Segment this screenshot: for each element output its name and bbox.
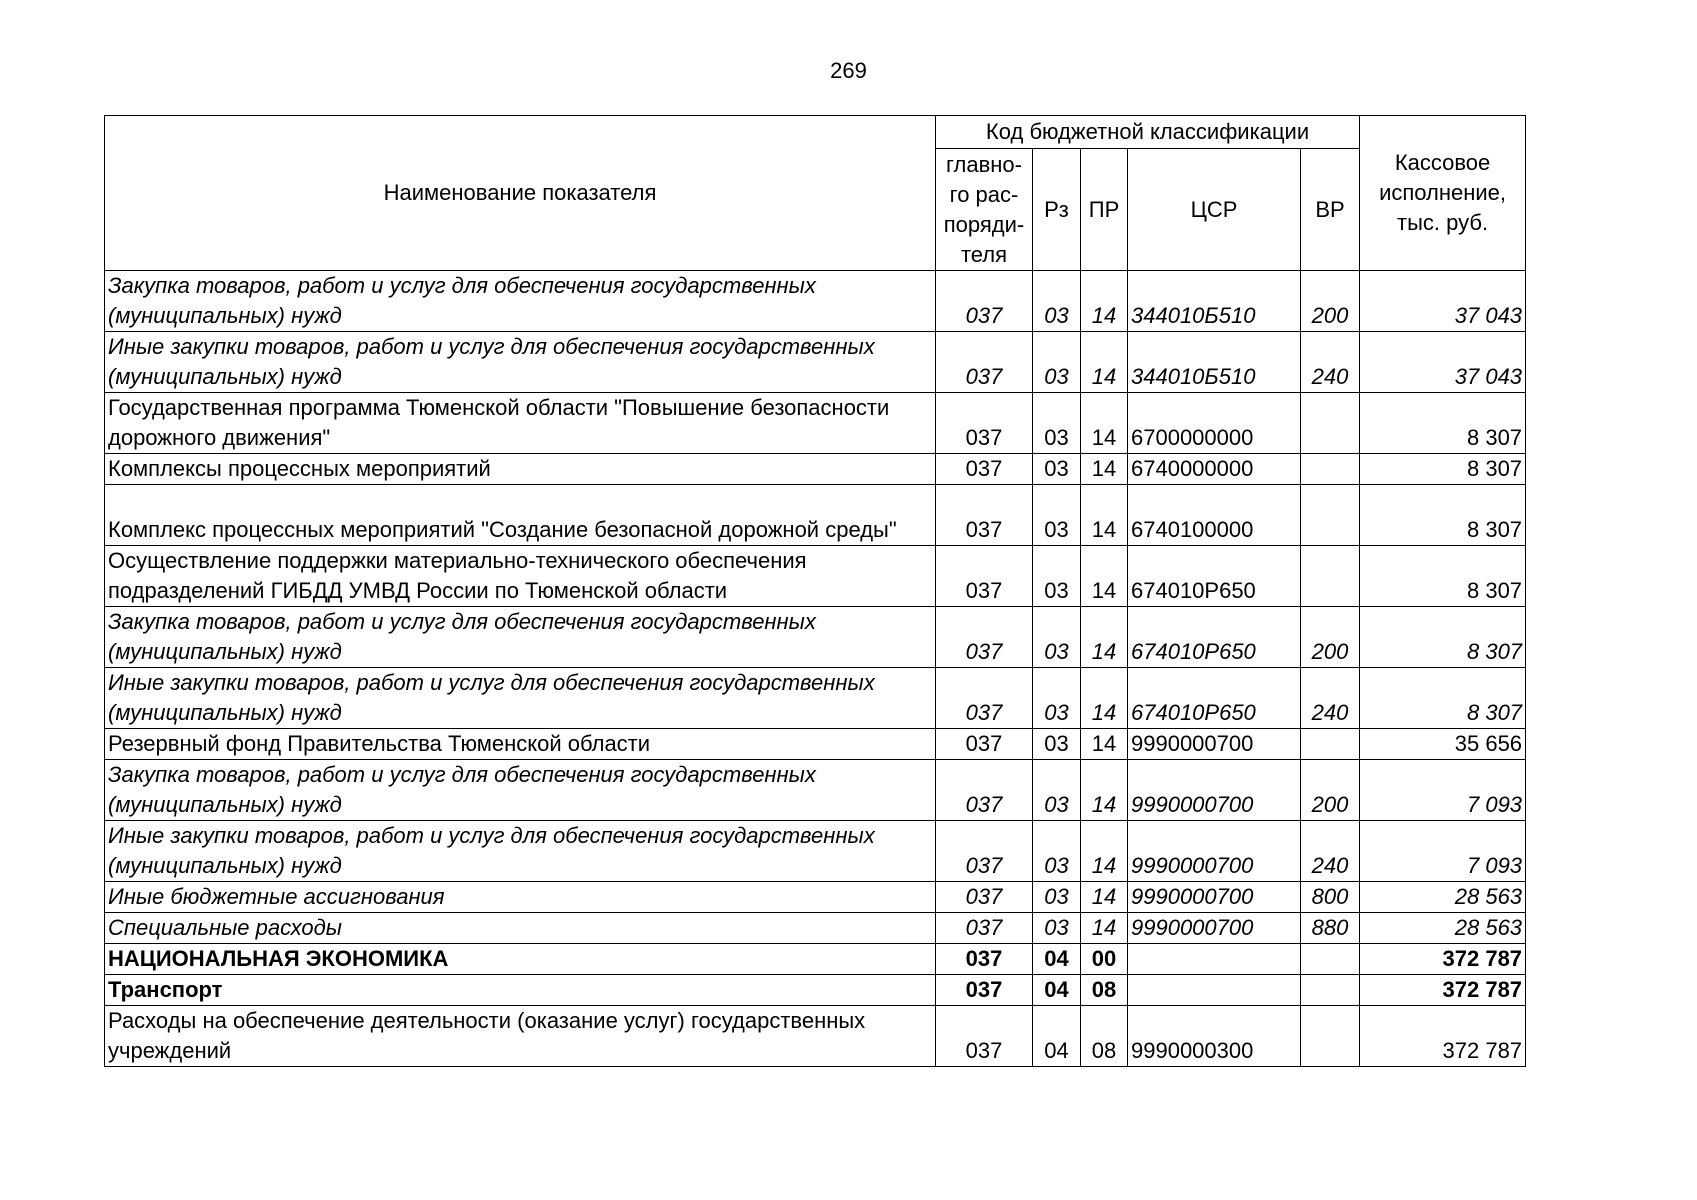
row-rz-cell: 04	[1033, 1006, 1081, 1067]
row-csr-cell: 674010Р650	[1128, 607, 1301, 668]
row-csr-cell: 6740100000	[1128, 485, 1301, 546]
row-vr-cell: 880	[1301, 913, 1360, 944]
row-amount-cell: 8 307	[1360, 668, 1526, 729]
row-csr-cell: 674010Р650	[1128, 546, 1301, 607]
row-gr-cell: 037	[936, 882, 1033, 913]
row-pr-cell: 14	[1081, 546, 1128, 607]
row-amount-cell: 37 043	[1360, 332, 1526, 393]
row-csr-cell: 674010Р650	[1128, 668, 1301, 729]
row-gr-cell: 037	[936, 546, 1033, 607]
row-csr-cell: 6740000000	[1128, 454, 1301, 485]
row-amount-cell: 7 093	[1360, 821, 1526, 882]
row-vr-cell	[1301, 1006, 1360, 1067]
header-vr: ВР	[1301, 149, 1360, 271]
table-header	[105, 116, 1526, 271]
row-amount-cell: 372 787	[1360, 944, 1526, 975]
row-name-cell: Специальные расходы	[105, 913, 936, 944]
row-gr-cell: 037	[936, 944, 1033, 975]
row-csr-cell: 9990000700	[1128, 729, 1301, 760]
row-csr-cell: 344010Б510	[1128, 271, 1301, 332]
row-csr-cell: 6700000000	[1128, 393, 1301, 454]
row-name-cell: Иные закупки товаров, работ и услуг для обеспечения государственных (муниципальных) нужд	[105, 821, 936, 882]
row-amount-cell: 35 656	[1360, 729, 1526, 760]
row-gr-cell: 037	[936, 485, 1033, 546]
table-row	[105, 546, 1526, 607]
row-csr-cell: 9990000700	[1128, 760, 1301, 821]
row-vr-cell	[1301, 546, 1360, 607]
row-pr-cell: 14	[1081, 332, 1128, 393]
row-rz-cell: 03	[1033, 332, 1081, 393]
table-row	[105, 913, 1526, 944]
row-amount-cell: 8 307	[1360, 485, 1526, 546]
header-csr: ЦСР	[1128, 149, 1301, 271]
table-row	[105, 821, 1526, 882]
row-pr-cell: 14	[1081, 913, 1128, 944]
row-pr-cell: 14	[1081, 393, 1128, 454]
row-csr-cell: 9990000700	[1128, 821, 1301, 882]
table-row	[105, 393, 1526, 454]
header-pr: ПР	[1081, 149, 1128, 271]
row-pr-cell: 14	[1081, 729, 1128, 760]
row-pr-cell: 14	[1081, 882, 1128, 913]
row-name-cell: Расходы на обеспечение деятельности (оказание услуг) государственных учреждений	[105, 1006, 936, 1067]
row-amount-cell: 8 307	[1360, 454, 1526, 485]
row-amount-cell: 37 043	[1360, 271, 1526, 332]
row-name-cell: Транспорт	[105, 975, 936, 1006]
row-gr-cell: 037	[936, 607, 1033, 668]
row-pr-cell: 14	[1081, 454, 1128, 485]
row-vr-cell	[1301, 454, 1360, 485]
table-row	[105, 975, 1526, 1006]
row-amount-cell: 8 307	[1360, 546, 1526, 607]
row-rz-cell: 03	[1033, 729, 1081, 760]
row-csr-cell: 9990000300	[1128, 1006, 1301, 1067]
row-gr-cell: 037	[936, 454, 1033, 485]
row-gr-cell: 037	[936, 913, 1033, 944]
row-vr-cell	[1301, 729, 1360, 760]
table-row	[105, 454, 1526, 485]
row-rz-cell: 04	[1033, 944, 1081, 975]
row-rz-cell: 03	[1033, 546, 1081, 607]
page-number: 269	[830, 58, 867, 83]
row-name-cell: Закупка товаров, работ и услуг для обеспечения государственных (муниципальных) нужд	[105, 271, 936, 332]
row-rz-cell: 03	[1033, 485, 1081, 546]
header-glavnogo: главно-го рас-поряди-теля	[936, 149, 1033, 271]
row-rz-cell: 03	[1033, 454, 1081, 485]
row-rz-cell: 03	[1033, 882, 1081, 913]
row-name-cell: Комплексы процессных мероприятий	[105, 454, 936, 485]
row-vr-cell: 240	[1301, 668, 1360, 729]
row-amount-cell: 7 093	[1360, 760, 1526, 821]
row-pr-cell: 14	[1081, 485, 1128, 546]
row-csr-cell: 9990000700	[1128, 913, 1301, 944]
row-csr-cell: 344010Б510	[1128, 332, 1301, 393]
row-pr-cell: 14	[1081, 607, 1128, 668]
row-gr-cell: 037	[936, 271, 1033, 332]
row-amount-cell: 28 563	[1360, 913, 1526, 944]
row-name-cell: Иные закупки товаров, работ и услуг для обеспечения государственных (муниципальных) нужд	[105, 332, 936, 393]
row-name-cell: Резервный фонд Правительства Тюменской области	[105, 729, 936, 760]
table-row	[105, 485, 1526, 546]
row-gr-cell: 037	[936, 332, 1033, 393]
budget-table	[104, 115, 1526, 1067]
table-row	[105, 332, 1526, 393]
table-body	[105, 271, 1526, 1067]
table-row	[105, 729, 1526, 760]
row-name-cell: НАЦИОНАЛЬНАЯ ЭКОНОМИКА	[105, 944, 936, 975]
row-rz-cell: 03	[1033, 913, 1081, 944]
row-amount-cell: 28 563	[1360, 882, 1526, 913]
row-csr-cell: 9990000700	[1128, 882, 1301, 913]
row-gr-cell: 037	[936, 393, 1033, 454]
table-row	[105, 944, 1526, 975]
row-rz-cell: 03	[1033, 393, 1081, 454]
row-amount-cell: 372 787	[1360, 975, 1526, 1006]
row-pr-cell: 08	[1081, 1006, 1128, 1067]
row-name-cell: Осуществление поддержки материально-технического обеспечения подразделений ГИБДД УМВД России по Тюменской области	[105, 546, 936, 607]
header-rz: Рз	[1033, 149, 1081, 271]
row-pr-cell: 14	[1081, 668, 1128, 729]
row-amount-cell: 8 307	[1360, 393, 1526, 454]
row-amount-cell: 8 307	[1360, 607, 1526, 668]
row-rz-cell: 03	[1033, 668, 1081, 729]
row-vr-cell: 800	[1301, 882, 1360, 913]
table-row	[105, 1006, 1526, 1067]
row-vr-cell	[1301, 393, 1360, 454]
row-rz-cell: 03	[1033, 760, 1081, 821]
row-pr-cell: 00	[1081, 944, 1128, 975]
row-pr-cell: 14	[1081, 271, 1128, 332]
row-pr-cell: 14	[1081, 760, 1128, 821]
row-vr-cell	[1301, 975, 1360, 1006]
row-rz-cell: 03	[1033, 271, 1081, 332]
row-pr-cell: 08	[1081, 975, 1128, 1006]
row-rz-cell: 03	[1033, 607, 1081, 668]
table-row	[105, 760, 1526, 821]
row-gr-cell: 037	[936, 760, 1033, 821]
table-row	[105, 607, 1526, 668]
table-row	[105, 668, 1526, 729]
row-name-cell: Комплекс процессных мероприятий "Создание безопасной дорожной среды"	[105, 485, 936, 546]
header-name: Наименование показателя	[105, 116, 936, 271]
row-name-cell: Иные закупки товаров, работ и услуг для обеспечения государственных (муниципальных) нужд	[105, 668, 936, 729]
row-vr-cell: 240	[1301, 821, 1360, 882]
row-gr-cell: 037	[936, 729, 1033, 760]
row-amount-cell: 372 787	[1360, 1006, 1526, 1067]
row-gr-cell: 037	[936, 821, 1033, 882]
row-rz-cell: 04	[1033, 975, 1081, 1006]
table-row	[105, 882, 1526, 913]
header-code-group: Код бюджетной классификации	[936, 116, 1360, 149]
header-amount: Кассовое исполнение, тыс. руб.	[1360, 116, 1526, 271]
row-name-cell: Иные бюджетные ассигнования	[105, 882, 936, 913]
row-vr-cell: 240	[1301, 332, 1360, 393]
row-gr-cell: 037	[936, 668, 1033, 729]
row-pr-cell: 14	[1081, 821, 1128, 882]
row-vr-cell: 200	[1301, 607, 1360, 668]
row-name-cell: Закупка товаров, работ и услуг для обеспечения государственных (муниципальных) нужд	[105, 760, 936, 821]
row-gr-cell: 037	[936, 975, 1033, 1006]
row-name-cell: Государственная программа Тюменской области "Повышение безопасности дорожного движения"	[105, 393, 936, 454]
table-row	[105, 271, 1526, 332]
row-vr-cell: 200	[1301, 760, 1360, 821]
row-rz-cell: 03	[1033, 821, 1081, 882]
row-name-cell: Закупка товаров, работ и услуг для обеспечения государственных (муниципальных) нужд	[105, 607, 936, 668]
row-vr-cell: 200	[1301, 271, 1360, 332]
row-vr-cell	[1301, 944, 1360, 975]
row-csr-cell	[1128, 975, 1301, 1006]
row-gr-cell: 037	[936, 1006, 1033, 1067]
row-csr-cell	[1128, 944, 1301, 975]
row-vr-cell	[1301, 485, 1360, 546]
